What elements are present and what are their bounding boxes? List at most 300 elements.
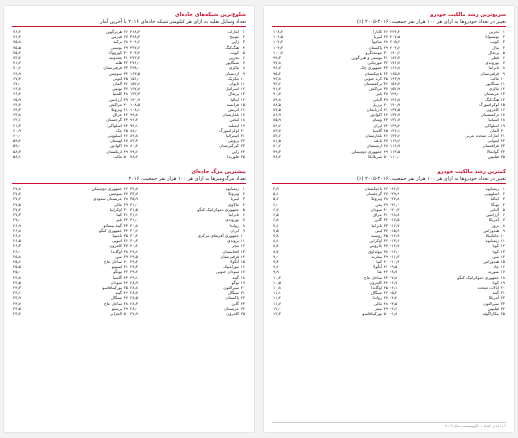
value-cell: ۱۱٫۱	[273, 290, 281, 296]
value-cell: ۱۳۰٫۹	[130, 96, 141, 102]
value-cell: ۸۹٫۸	[273, 96, 281, 102]
country-cell: سنگال	[227, 290, 239, 296]
country-cell: لوکزامبورگ	[479, 101, 499, 107]
value-cell: ۷٫۱	[273, 222, 279, 228]
value-cell: ۶۷٫۰	[13, 81, 21, 87]
rank-cell: ۷	[242, 60, 245, 66]
value-cell: -۱۱٫۳	[390, 253, 400, 259]
value-cell: ۸۵٫۹	[273, 117, 281, 123]
value-cell: ۱۰٫۵	[273, 279, 281, 285]
country-cell: ترکمنستان	[363, 81, 382, 87]
value-cell: ۲۸٫۷	[130, 290, 138, 296]
value-cell: ۲۷٫۳	[13, 212, 21, 218]
value-cell: ۷۰٫۶	[13, 65, 21, 71]
country-cell: بحرین	[228, 55, 239, 61]
value-cell: ۱۴۹٫۰	[390, 91, 401, 97]
rank-cell: ۲۹	[123, 44, 128, 50]
value-cell: ۲۸٫۹	[130, 279, 138, 285]
country-cell: نپال	[492, 44, 499, 50]
value-cell: ۲۴٫۱	[13, 290, 21, 296]
rank-cell: ۴۶	[123, 133, 128, 139]
section-title: کمترین رشد مالکیت خودرو	[437, 169, 506, 176]
value-cell: ۸٫۱	[273, 238, 279, 244]
rank-cell: ۱۶	[500, 264, 505, 270]
rank-cell: ۴۳	[123, 117, 128, 123]
section-title: بیشترین مرگ جاده‌ای	[191, 169, 246, 176]
value-cell: ۲۳۸٫۰	[130, 65, 141, 71]
rank-cell: ۱۰	[500, 75, 505, 81]
rank-cell: ۵۰	[123, 153, 128, 159]
value-cell: -۱۲٫۰	[390, 248, 400, 254]
value-cell: ۲٫۹	[273, 186, 279, 192]
country-cell: کامرون	[109, 243, 122, 249]
value-cell: ۲۷٫۴	[13, 206, 21, 212]
country-cell: فیلیپین	[487, 305, 499, 311]
country-cell: ایتالیا	[490, 196, 499, 202]
rank-cell: ۱۱	[240, 238, 245, 244]
rank-cell: ۱۱	[500, 81, 505, 87]
ranking-column	[12, 29, 129, 159]
value-cell: ۷۹٫۶	[130, 148, 138, 154]
rank-cell: ۲۶	[123, 186, 128, 192]
country-cell: مولداوی	[367, 248, 382, 254]
rank-cell: ۴۷	[383, 295, 388, 301]
rank-cell: ۳۲	[383, 60, 388, 66]
rank-cell: ۲۹	[383, 201, 388, 207]
country-cell: کوبا	[492, 279, 499, 285]
rank-cell: ۵۰	[383, 153, 388, 159]
country-cell: کنیا	[116, 212, 122, 218]
country-cell: جمهوری کنگو	[99, 227, 122, 233]
country-cell: قرقیزستان	[480, 70, 499, 76]
value-cell: ۱۳۱٫۷	[390, 117, 401, 123]
country-cell: کنیا	[376, 258, 382, 264]
value-cell: -۱۴٫۹	[390, 232, 400, 238]
country-cell: ایسلند	[228, 122, 239, 128]
country-cell: آذربایجان	[366, 107, 382, 113]
value-cell: ۲۹٫۵	[130, 253, 138, 259]
value-cell: -۱۲٫۷	[390, 243, 400, 249]
rank-cell: ۸	[502, 65, 505, 71]
value-cell: ۲۶٫۸	[13, 227, 21, 233]
country-cell: تانزانیا	[488, 65, 499, 71]
rank-cell: ۱۷	[500, 112, 505, 118]
rank-cell: ۳۴	[123, 227, 128, 233]
left-page	[4, 6, 254, 432]
section-subtitle: تغییر در تعداد خودروها به ازای هر ۱۰۰ هزار نفر جمعیت، ۲۰۱۶-۲۰۰۵ (٪)	[356, 18, 506, 25]
rank-cell: ۱۷	[240, 112, 245, 118]
value-cell: -۲۹٫۶	[390, 191, 400, 197]
rank-cell: ۴۴	[383, 122, 388, 128]
value-cell: ۲۹٫۴	[130, 258, 138, 264]
rank-cell: ۷	[242, 217, 245, 223]
rank-cell: ۳۴	[383, 70, 388, 76]
section-subtitle: تعداد مرگ‌ومیرها به ازای هر ۱۰۰ هزار نفر جمعیت، ۲۰۱۶	[128, 175, 246, 182]
section-rule	[272, 26, 506, 27]
rank-cell: ۳۶	[123, 238, 128, 244]
value-cell: ۹۷٫۸	[273, 60, 281, 66]
value-cell: ۲۴٫۳	[13, 284, 21, 290]
country-cell: ترکمنستان	[480, 112, 499, 118]
country-cell: کوبا	[492, 243, 499, 249]
section-gap	[272, 159, 506, 169]
rank-cell: ۴۱	[383, 107, 388, 113]
country-cell: تونگو	[113, 269, 122, 275]
country-cell: اسرائیل	[225, 86, 239, 92]
value-cell: ۲۷٫۵	[13, 201, 21, 207]
rank-cell: ۲۴	[240, 148, 245, 154]
country-cell: اسلواکی	[484, 122, 499, 128]
rank-cell: ۴۸	[123, 143, 128, 149]
rank-cell: ۴۰	[383, 101, 388, 107]
country-cell: ساحل عاج	[104, 300, 122, 306]
value-cell: -۳٫۵	[390, 300, 398, 306]
value-cell: ۲۳٫۷	[13, 300, 21, 306]
country-cell: استرالیا	[226, 133, 239, 139]
value-cell: ۲۶٫۹	[13, 222, 21, 228]
country-cell: ایالات متحده	[477, 284, 499, 290]
country-cell: ساموآ	[371, 39, 382, 45]
rank-cell: ۴۴	[383, 279, 388, 285]
value-cell: ۱۰۸٫۴	[273, 29, 284, 34]
rank-cell: ۴۰	[123, 101, 128, 107]
rank-cell: ۲۵	[240, 153, 245, 159]
rank-cell: ۱۳	[240, 91, 245, 97]
country-cell: نیکاراگوئه	[482, 310, 499, 316]
country-cell: آلمان	[489, 127, 499, 133]
section-road-deaths	[12, 169, 246, 316]
value-cell: ۳۰٫۳	[130, 238, 138, 244]
country-cell: اکوادور	[369, 112, 382, 118]
country-cell: مالی	[113, 201, 122, 207]
country-cell: لهستان	[109, 138, 122, 144]
value-cell: ۹٫۳	[273, 258, 279, 264]
country-cell: تانزانیا	[228, 212, 239, 218]
country-cell: بلیز	[376, 91, 382, 97]
rank-cell: ۴۸	[383, 300, 388, 306]
country-cell: هنگ‌کنگ	[485, 96, 499, 102]
country-cell: ونزوئلا	[228, 191, 239, 197]
rank-cell: ۴۹	[383, 148, 388, 154]
rank-cell: ۲۳	[500, 300, 505, 306]
value-cell: ۶٫۲	[273, 206, 279, 212]
country-cell: زیمبابوه	[225, 186, 239, 192]
value-cell: ۱۲٫۰	[273, 305, 281, 311]
country-cell: بوتسوانا	[485, 34, 499, 40]
rank-cell: ۲۱	[500, 133, 505, 139]
value-cell: ۲۹٫۱	[130, 274, 138, 280]
rank-cell: ۶	[242, 55, 245, 61]
rank-cell: ۲۴	[500, 305, 505, 311]
rank-cell: ۲۲	[500, 295, 505, 301]
value-cell: -۱۳٫۶	[390, 238, 400, 244]
country-cell: قرقیزستان	[103, 65, 122, 71]
rank-cell: ۷	[502, 60, 505, 66]
rank-cell: ۵	[242, 206, 245, 212]
value-cell: ۸۲٫۳	[130, 138, 138, 144]
country-cell: آمریکا	[488, 217, 499, 223]
table-row	[129, 154, 246, 159]
value-cell: ۱۰٫۲	[273, 274, 281, 280]
value-cell: ۷۸٫۲	[130, 153, 138, 159]
value-cell: ۷۸٫۲	[273, 153, 281, 159]
rank-cell: ۲۱	[500, 290, 505, 296]
country-cell: مالزی	[228, 65, 239, 71]
rank-cell: ۴۲	[123, 112, 128, 118]
rank-cell: ۳۰	[383, 49, 388, 55]
rank-cell: ۲۵	[500, 310, 505, 316]
country-cell: بوسنی	[110, 44, 122, 50]
value-cell: ۲۷٫۶	[13, 196, 21, 202]
rank-cell: ۳	[242, 196, 245, 202]
value-cell: ۱۴۶٫۸	[390, 96, 401, 102]
country-cell: بورکینافاسو	[362, 310, 382, 316]
rank-cell: ۴۲	[383, 112, 388, 118]
country-cell: لیتوانی	[487, 138, 499, 144]
country-cell: لیختن	[229, 117, 239, 123]
country-cell: ترکیه	[113, 39, 122, 45]
value-cell: -۱۵٫۴	[390, 227, 400, 233]
rank-cell: ۴۱	[123, 264, 128, 270]
value-cell: ۱۲۶٫۱	[390, 127, 401, 133]
country-cell: هنگ‌کنگ	[225, 44, 239, 50]
value-cell: ۲۹٫۳	[130, 264, 138, 270]
country-cell: بوسنی و هرزگوین	[351, 55, 382, 61]
value-cell: ۱۱٫۴	[273, 295, 281, 301]
rank-cell: ۲۰	[500, 284, 505, 290]
country-cell: الجزایر	[110, 310, 122, 316]
country-cell: کامرون	[369, 279, 382, 285]
value-cell: -۱۰٫۴	[390, 258, 400, 264]
country-cell: مقدونیه	[109, 55, 122, 61]
rank-cell: ۱۷	[240, 269, 245, 275]
rank-cell: ۱۳	[500, 91, 505, 97]
country-cell: کیرگیزستان	[219, 143, 239, 149]
value-cell: ۹٫۶	[273, 264, 279, 270]
country-cell: قرقیزستان	[220, 253, 239, 259]
rank-cell: ۳۳	[383, 65, 388, 71]
country-cell: پرتغال	[488, 49, 499, 55]
country-cell: مراکش	[109, 101, 122, 107]
value-cell: ۶۶٫۸	[13, 86, 21, 92]
country-cell: اسلواکی	[107, 122, 122, 128]
rank-cell: ۳۵	[123, 75, 128, 81]
rank-cell: ۱۵	[240, 101, 245, 107]
value-cell: ۷۵٫۵	[13, 44, 21, 50]
rank-cell: ۳۸	[383, 248, 388, 254]
value-cell: -۴۶٫۲	[390, 186, 400, 192]
country-cell: کوبا	[492, 248, 499, 254]
value-cell: -۲۷٫۸	[390, 196, 400, 202]
rank-cell: ۴۶	[383, 290, 388, 296]
country-cell: هندوراس	[483, 227, 499, 233]
country-cell: ارمنستان	[366, 143, 382, 149]
country-cell: تونس	[112, 86, 122, 92]
value-cell: ۱۰۸٫۱	[130, 107, 141, 113]
country-cell: عربستان	[224, 305, 239, 311]
value-cell: ۶۷٫۳	[13, 75, 21, 81]
country-cell: بورکینافاسو	[102, 284, 122, 290]
value-cell: ۱۰۸٫۵	[130, 101, 141, 107]
country-cell: لیبی	[374, 227, 382, 233]
rank-cell: ۱۱	[500, 238, 505, 244]
country-cell: اوگاندا	[111, 248, 122, 254]
rank-cell: ۳۸	[123, 91, 128, 97]
country-cell: مالت	[490, 75, 499, 81]
value-cell: ۲۷٫۰	[13, 217, 21, 223]
country-cell: هلند	[115, 60, 122, 66]
rank-cell: ۲	[242, 191, 245, 197]
rank-cell: ۴	[502, 201, 505, 207]
country-cell: لوکزامبورگ	[219, 127, 239, 133]
value-cell: ۵۹٫۴	[13, 138, 21, 144]
ranking-column	[389, 29, 506, 159]
rank-cell: ۳۶	[383, 238, 388, 244]
rank-cell: ۴۲	[123, 269, 128, 275]
section-slowest-growth	[272, 169, 506, 316]
value-cell: ۷۶٫۲	[13, 34, 21, 40]
rank-cell: ۲۲	[240, 138, 245, 144]
rank-cell: ۲۷	[383, 34, 388, 40]
country-cell: آنگولا	[230, 258, 239, 264]
value-cell: -۸٫۷	[390, 269, 398, 275]
table-row	[12, 154, 129, 159]
value-cell: ۹۴٫۱	[130, 122, 138, 128]
value-cell: ۲۷٫۸	[13, 186, 21, 192]
value-cell: ۱۶۵٫۷	[390, 70, 401, 76]
value-cell: ۲۹٫۶	[130, 248, 138, 254]
value-cell: ۱۶۶٫۸	[390, 65, 401, 71]
rank-cell: ۳۵	[383, 232, 388, 238]
country-cell: جمهوری چک	[360, 65, 382, 71]
country-cell: پاکستان	[225, 295, 239, 301]
value-cell: ۳۱٫۱	[130, 212, 138, 218]
value-cell: ۱۸۴٫۷	[390, 55, 401, 61]
value-cell: ۹۹٫۳	[273, 55, 281, 61]
country-cell: آرژانتین	[109, 96, 122, 102]
rank-cell: ۱۹	[240, 279, 245, 285]
country-cell: ساحل عاج	[104, 258, 122, 264]
rank-cell: ۳۵	[123, 232, 128, 238]
value-cell: ۶۱٫۳	[13, 122, 21, 128]
rank-cell: ۵	[502, 49, 505, 55]
value-cell: ۲۷۲٫۴	[130, 55, 141, 61]
value-cell: ۱۶۳٫۵	[130, 70, 141, 76]
value-cell: ۸٫۴	[273, 243, 279, 249]
country-cell: چاد	[493, 264, 499, 270]
country-cell: تایوان	[229, 81, 239, 87]
table-row	[272, 154, 389, 159]
value-cell: ۲۹٫۲	[130, 269, 138, 275]
country-cell: گابن	[231, 300, 239, 306]
country-cell: چک	[115, 127, 122, 133]
value-cell: ۸۰٫۶	[273, 143, 281, 149]
value-cell: ۱۴۷٫۸	[130, 86, 141, 92]
rank-cell: ۱۸	[500, 117, 505, 123]
value-cell: ۸۴٫۶	[273, 122, 281, 128]
country-cell: بلیز	[116, 217, 122, 223]
value-cell: ۳۰٫۲	[130, 243, 138, 249]
rank-cell: ۱۴	[500, 96, 505, 102]
value-cell: ۶۰٫۰	[13, 133, 21, 139]
value-cell: ۲۴٫۸	[13, 274, 21, 280]
value-cell: ۸۲٫۶	[273, 133, 281, 139]
rank-cell: ۴۹	[383, 305, 388, 311]
rank-cell: ۱۸	[500, 274, 505, 280]
country-cell: ونزوئلا	[371, 196, 382, 202]
value-cell: ۶۵٫۹	[13, 96, 21, 102]
value-cell: -۱۶٫۷	[390, 222, 400, 228]
country-cell: بوروندی	[225, 217, 239, 223]
country-cell: مالاوی	[228, 201, 239, 207]
country-cell: آلمان	[112, 81, 122, 87]
rank-cell: ۴۴	[123, 279, 128, 285]
country-cell: مکزیک	[227, 75, 239, 81]
value-cell: ۱۲۳٫۶	[390, 133, 401, 139]
rank-cell: ۴۸	[123, 300, 128, 306]
value-cell: ۴۶۸٫۴	[130, 29, 141, 34]
value-cell: ۹۱٫۲	[273, 86, 281, 92]
value-cell: ۱۲٫۳	[273, 310, 281, 316]
value-cell: ۲۵٫۵	[13, 264, 21, 270]
value-cell: ۳۰٫۸	[130, 222, 138, 228]
rank-cell: ۱۶	[240, 107, 245, 113]
rank-cell: ۲۵	[500, 153, 505, 159]
country-cell: تایلند	[373, 138, 382, 144]
value-cell: ۶۴٫۷	[13, 101, 21, 107]
value-cell: -۶٫۱	[390, 284, 398, 290]
section-title: شلوغ‌ترین شبکه‌های جاده‌ای	[174, 12, 246, 18]
country-cell: پاکستان	[368, 44, 382, 50]
country-cell: اتریش	[228, 107, 239, 113]
country-cell: مالت	[113, 153, 122, 159]
country-cell: بروندی	[227, 238, 239, 244]
rank-cell: ۳۰	[123, 206, 128, 212]
country-cell: قبرس	[111, 34, 122, 40]
country-cell: لیبریا	[230, 196, 239, 202]
country-cell: عربستان سعودی	[93, 196, 122, 202]
country-cell: سوریه	[488, 269, 499, 275]
value-cell: -۲۱٫۰	[390, 201, 400, 207]
country-cell: بلاروس	[369, 243, 382, 249]
value-cell: ۷۵٫۸	[13, 39, 21, 45]
country-cell: کلمبیا	[112, 91, 122, 97]
rank-cell: ۱	[502, 186, 505, 192]
rank-cell: ۲۰	[500, 127, 505, 133]
value-cell: ۱۳۲٫۳	[130, 91, 141, 97]
country-cell: اکوادور	[109, 143, 122, 149]
rank-cell: ۳۶	[383, 81, 388, 87]
ranking-table	[272, 29, 506, 159]
rank-cell: ۴۵	[383, 127, 388, 133]
country-cell: ایتالیا	[230, 96, 239, 102]
rank-cell: ۱۲	[500, 86, 505, 92]
rank-cell: ۲۸	[383, 196, 388, 202]
rank-cell: ۳۵	[383, 75, 388, 81]
country-cell: اوگاندا	[371, 284, 382, 290]
value-cell: ۶۶٫۴	[13, 91, 21, 97]
value-cell: ۲۵٫۰	[13, 269, 21, 275]
country-cell: امارات متحده عربی	[465, 133, 499, 139]
country-cell: بنین	[115, 253, 122, 259]
value-cell: ۷۹٫۳	[273, 148, 281, 154]
rank-cell: ۶	[502, 55, 505, 61]
country-cell: ساحل عاج	[364, 274, 382, 280]
value-cell: ۱۷۶٫۷	[390, 60, 401, 66]
rank-cell: ۲۸	[123, 196, 128, 202]
value-cell: ۱۹۰٫۶	[390, 49, 401, 55]
country-cell: سوئیس	[108, 191, 122, 197]
